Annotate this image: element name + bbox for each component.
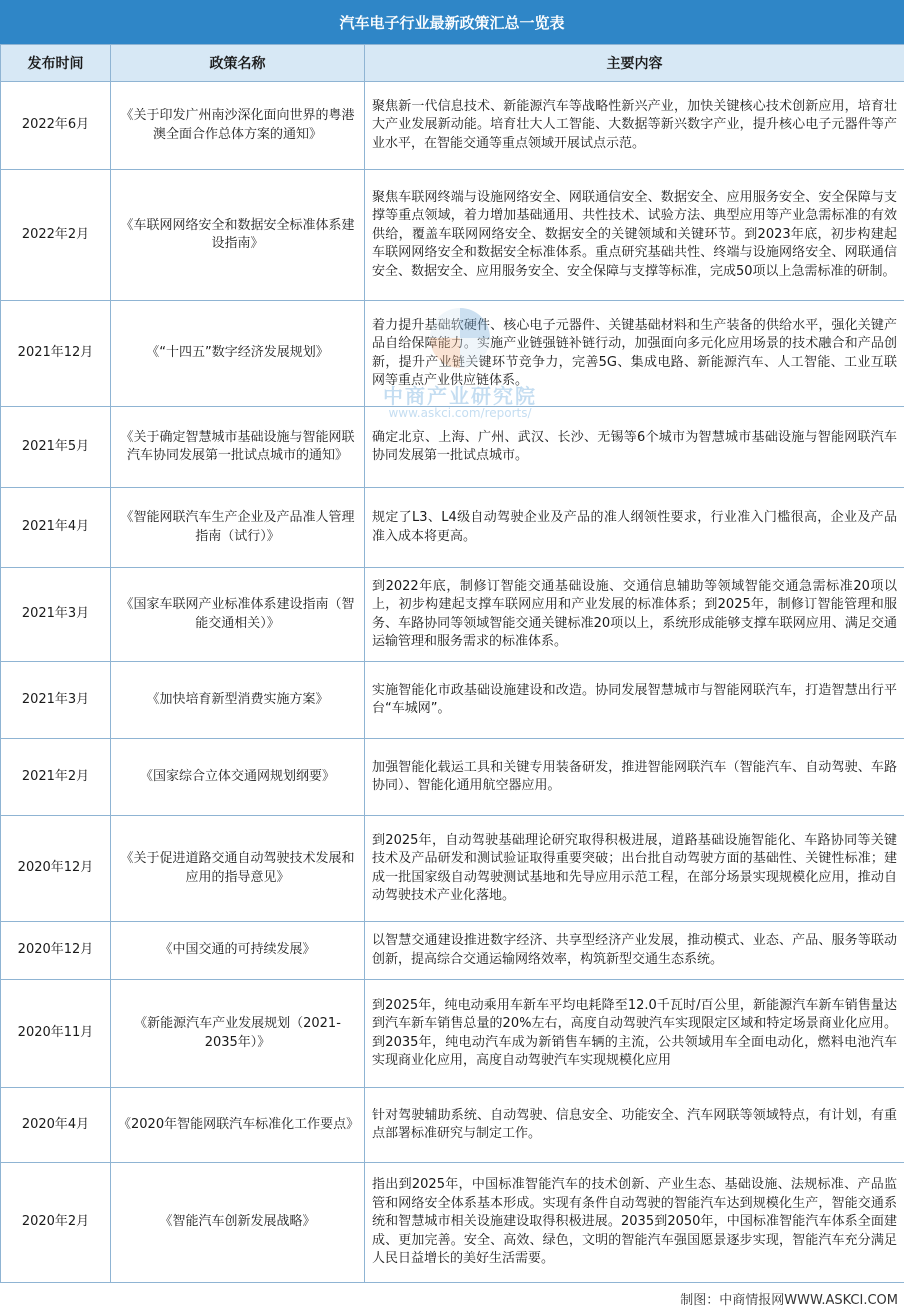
policy-content: 针对驾驶辅助系统、自动驾驶、信息安全、功能安全、汽车网联等领域特点，有计划，有重点部署标准研究与制定工作。 (365, 1088, 904, 1163)
policy-date: 2020年4月 (1, 1088, 111, 1163)
table-row (1, 816, 904, 922)
policy-content: 实施智能化市政基础设施建设和改造。协同发展智慧城市与智能网联汽车，打造智慧出行平台“车城网”。 (365, 662, 904, 739)
policy-content: 以智慧交通建设推进数字经济、共享型经济产业发展，推动模式、业态、产品、服务等联动创新，提高综合交通运输网络效率，构筑新型交通生态系统。 (365, 922, 904, 980)
policy-date: 2022年2月 (1, 170, 111, 301)
table-row (1, 922, 904, 980)
policy-name: 《加快培育新型消费实施方案》 (111, 662, 365, 739)
watermark-url: www.askci.com/reports/ (388, 406, 532, 420)
table-row (1, 568, 904, 662)
watermark-text: 中商产业研究院 (383, 384, 537, 408)
policy-name: 《中国交通的可持续发展》 (111, 922, 365, 980)
policy-content: 到2022年底，制修订智能交通基础设施、交通信息辅助等领域智能交通急需标准20项以上，初步构建起支撑车联网应用和产业发展的标准体系；到2025年，制修订智能管理和服务、车路协同等领域智能交通关键标准20项以上，系统形成能够支撑车联网应用、满足交通运输管理和服务需求的标准体系。 (365, 568, 904, 662)
policy-date: 2021年5月 (1, 407, 111, 488)
table-row (1, 1163, 904, 1283)
policy-name: 《关于促进道路交通自动驾驶技术发展和应用的指导意见》 (111, 816, 365, 922)
policy-content: 规定了L3、L4级自动驾驶企业及产品的准人纲领性要求，行业准入门槛很高，企业及产品准入成本将更高。 (365, 488, 904, 568)
policy-name: 《智能网联汽车生产企业及产品准人管理指南（试行）》 (111, 488, 365, 568)
policy-content: 到2025年，自动驾驶基础理论研究取得积极进展，道路基础设施智能化、车路协同等关键技术及产品研发和测试验证取得重要突破；出台批自动驾驶方面的基础性、关键性标准；建成一批国家级自动驾驶测试基地和先导应用示范工程，在部分场景实现规模化应用，推动自动驾驶技术产业化落地。 (365, 816, 904, 922)
header-date: 发布时间 (1, 45, 111, 82)
header-name: 政策名称 (111, 45, 365, 82)
policy-date: 2022年6月 (1, 82, 111, 170)
table-row (1, 82, 904, 170)
table-row (1, 301, 904, 407)
policy-name: 《新能源汽车产业发展规划（2021-2035年）》 (111, 980, 365, 1088)
header-content: 主要内容 (365, 45, 904, 82)
table-row (1, 1088, 904, 1163)
policy-name: 《国家综合立体交通网规划纲要》 (111, 739, 365, 816)
policy-name: 《关于确定智慧城市基础设施与智能网联汽车协同发展第一批试点城市的通知》 (111, 407, 365, 488)
policy-date: 2020年11月 (1, 980, 111, 1088)
footer-credit: 制图：中商情报网WWW.ASKCI.COM (680, 1293, 898, 1308)
table-row (1, 170, 904, 301)
table-row (1, 739, 904, 816)
policy-content: 加强智能化载运工具和关键专用装备研发，推进智能网联汽车（智能汽车、自动驾驶、车路协同）、智能化通用航空器应用。 (365, 739, 904, 816)
policy-date: 2021年3月 (1, 662, 111, 739)
table-row (1, 488, 904, 568)
policy-name: 《车联网网络安全和数据安全标准体系建设指南》 (111, 170, 365, 301)
policy-content: 指出到2025年，中国标准智能汽车的技术创新、产业生态、基础设施、法规标准、产品监管和网络安全体系基本形成。实现有条件自动驾驶的智能汽车达到规模化生产，智能交通系统和智慧城市相关设施建设取得积极进展。2035到2050年，中国标准智能汽车体系全面建成、更加完善。安全、高效、绿色，文明的智能汽车强国愿景逐步实现，智能汽车充分满足人民日益增长的美好生活需要。 (365, 1163, 904, 1283)
policy-name: 《“十四五”数字经济发展规划》 (111, 301, 365, 407)
policy-date: 2020年12月 (1, 816, 111, 922)
policy-content: 确定北京、上海、广州、武汉、长沙、无锡等6个城市为智慧城市基础设施与智能网联汽车协同发展第一批试点城市。 (365, 407, 904, 488)
policy-name: 《2020年智能网联汽车标准化工作要点》 (111, 1088, 365, 1163)
table-row (1, 407, 904, 488)
policy-content: 到2025年，纯电动乘用车新车平均电耗降至12.0千瓦时/百公里，新能源汽车新车销售量达到汽车新车销售总量的20%左右，高度自动驾驶汽车实现限定区域和特定场景商业化应用。到2035年，纯电动汽车成为新销售车辆的主流，公共领域用车全面电动化，燃料电池汽车实现商业化应用，高度自动驾驶汽车实现规模化应用 (365, 980, 904, 1088)
table-row (1, 662, 904, 739)
header-row (1, 45, 904, 82)
policy-content: 聚焦车联网终端与设施网络安全、网联通信安全、数据安全、应用服务安全、安全保障与支撑等重点领域，着力增加基础通用、共性技术、试验方法、典型应用等产业急需标准的有效供给，覆盖车联网网络安全、数据安全的关键领域和关键环节。到2023年底，初步构建起车联网网络安全和数据安全标准体系。重点研究基础共性、终端与设施网络安全、网联通信安全、数据安全、应用服务安全、安全保障与支撑等标准，完成50项以上急需标准的研制。 (365, 170, 904, 301)
policy-name: 《智能汽车创新发展战略》 (111, 1163, 365, 1283)
policy-date: 2020年2月 (1, 1163, 111, 1283)
policy-date: 2021年12月 (1, 301, 111, 407)
policy-content: 聚焦新一代信息技术、新能源汽车等战略性新兴产业，加快关键核心技术创新应用，培育壮大产业发展新动能。培育壮大人工智能、大数据等新兴数字产业，提升核心电子元器件等产业水平，在智能交通等重点领域开展试点示范。 (365, 82, 904, 170)
policy-table (0, 44, 904, 1283)
policy-date: 2021年4月 (1, 488, 111, 568)
policy-name: 《关于印发广州南沙深化面向世界的粤港澳全面合作总体方案的通知》 (111, 82, 365, 170)
table-row (1, 980, 904, 1088)
policy-date: 2021年2月 (1, 739, 111, 816)
table-title: 汽车电子行业最新政策汇总一览表 (0, 0, 904, 44)
policy-content: 着力提升基础软硬件、核心电子元器件、关键基础材料和生产装备的供给水平，强化关键产品自给保障能力。实施产业链强链补链行动，加强面向多元化应用场景的技术融合和产品创新，提升产业链关键环节竞争力，完善5G、集成电路、新能源汽车、人工智能、工业互联网等重点产业供应链体系。 (365, 301, 904, 407)
policy-name: 《国家车联网产业标准体系建设指南（智能交通相关）》 (111, 568, 365, 662)
policy-date: 2021年3月 (1, 568, 111, 662)
policy-date: 2020年12月 (1, 922, 111, 980)
